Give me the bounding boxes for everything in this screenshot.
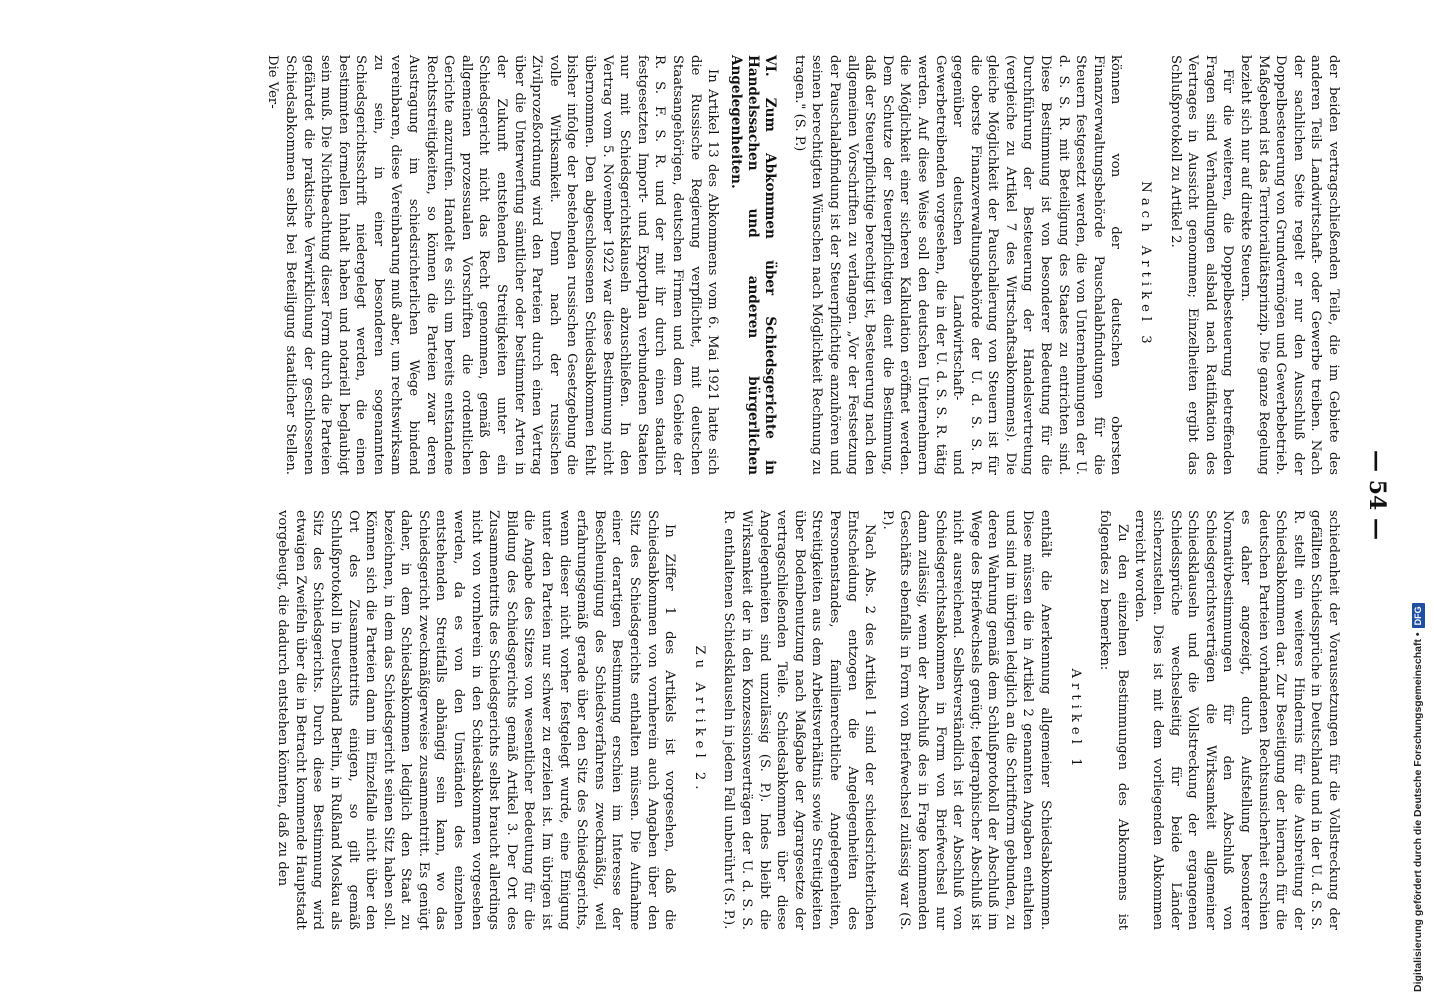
paragraph: können von der deutschen obersten Finanzverwaltungsbehörde Pauschalabfindungen für die Steuern festgesetzt werden, die von Unternehmungen der U. d. S. S. R. mit Beteiligung des Staates zu entrichten sind. Diese Bestimmung ist von besonderer Bedeutung für die Durchführung der Besteuerung der Handelsvertretung (vergleiche zu Artikel 7 des Wirtschaftsabkommens). Die gleiche Möglichkeit der Pauschalierung von Steuern ist für die oberste Finanzverwaltungsbehörde der U. d. S. S. R. gegenüber deutschen Landwirtschaft- und Gewerbetreibenden vorgesehen, die in der U. d. S. S. R. tätig werden. Auf diese Weise soll den deutschen Unternehmern die Möglichkeit einer sicheren Kalkulation eröffnet werden. Dem Schutze der Steuerpflichtigen dient die Bestimmung, daß der Steuerpflichtige berechtigt ist, Besteuerung nach den allgemeinen Vorschriften zu verlangen. „Vor der Festsetzung der Pauschalabfindung ist der Steuerpflichtige anzuhören und seinen berechtigten Wünschen nach Möglichkeit Rechnung zu tragen." (S. P.) <box>791 55 1124 475</box>
paragraph: der beiden vertragschließenden Teile, die im Gebiete des anderen Teils Landwirtschaft- oder Gewerbe treiben. Nach der sachlichen Seite regelt er nur den Ausschluß der Doppelbesteuerung von Grundvermögen und Gewerbebetrieb. Maßgebend ist das Territorialitätsprinzip. Die ganze Regelung bezieht sich nur auf direkte Steuern. <box>1238 55 1341 475</box>
paragraph: enthält die Anerkennung allgemeiner Schiedsabkommen. Diese müssen die in Artikel 2 genannten Angaben enthalten und sind im übrigen lediglich an die Schriftform gebunden, zu deren Wahrung gemäß dem Schlußprotokoll der Abschluß im Wege des Briefwechsels genügt; telegraphischer Abschluß ist nicht ausreichend. Selbstverständlich ist der Abschluß von Schiedsgerichtsabkommen in Form von Briefwechsel nur dann zulässig, wenn der Abschluß des in Frage kommenden Geschäfts ebenfalls in Form von Briefwechsel zulässig war (S. P.). <box>879 510 1054 930</box>
article-heading: Nach Artikel 3 <box>1138 181 1154 349</box>
dfg-logo: DFG <box>1412 603 1425 628</box>
right-column <box>274 510 1342 930</box>
document-page <box>50 55 1390 935</box>
paragraph: Für die weiteren, die Doppelbesteuerung betreffenden Fragen sind Verhandlungen alsbald nach Ratifikation des Vertrages in Aussicht genommen; Einzelheiten ergibt das Schlußprotokoll zu Artikel 2. <box>1167 55 1236 475</box>
section-title: VI. Zum Abkommen über Schiedsgerichte in Handelssachen und anderen bürgerlichen Angelegenheiten. <box>728 55 779 475</box>
page-number: — 54 — <box>1364 450 1390 540</box>
paragraph: In Ziffer 1 des Artikels ist vorgesehen, daß die Schiedsabkommen von vornherein auch Angaben über den Sitz des Schiedsgerichts enthalten müssen. Die Aufnahme einer derartigen Bestimmung erschien im Interesse der Beschleunigung des Schiedsverfahrens zweckmäßig, weil erfahrungsgemäß gerade über den Sitz des Schiedsgerichts, wenn dieser nicht vorher festgelegt wurde, eine Einigung unter den Parteien nur schwer zu erzielen ist. Im übrigen ist die Angabe des Sitzes von wesentlicher Bedeutung für die Bildung des Schiedsgerichts gemäß Artikel 3. Der Ort des Zusammentritts des Schiedsgerichts selbst braucht allerdings nicht von vornherein in den Schiedsabkommen vorgesehen werden, da es von den Umständen des einzelnen entstehenden Streitfalls abhängig sein kann, wo das Schiedsgericht zweckmäßigerweise zusammentritt. Es genügt daher, in dem Schiedsabkommen lediglich den Staat zu bezeichnen, in dem das Schiedsgericht seinen Sitz haben soll. Können sich die Parteien dann im Einzelfalle nicht über den Ort des Zusammentritts einigen, so gilt gemäß Schlußprotokoll in Deutschland Berlin, in Rußland Moskau als Sitz des Schiedsgerichts. Durch diese Bestimmung wird etwaigen Zweifeln über die in Betracht kommende Hauptstadt vorgebeugt, die dadurch entstehen könnten, daß zu den <box>275 510 678 930</box>
paragraph: Zu den einzelnen Bestimmungen des Abkommens ist folgendes zu bemerken: <box>1097 510 1130 930</box>
paragraph: Nach Abs. 2 des Artikel 1 sind der schiedsrichterlichen Entscheidung entzogen die Angelegenheiten des Personenstandes, familienrechtliche Angelegenheiten, Streitigkeiten aus dem Arbeitsverhältnis sowie Streitigkeiten über Bodenbenutzung nach Maßgabe der Agrargesetze der vertragschließenden Teile. Schiedsabkommen über diese Angelegenheiten sind unzulässig (S. P.). Indes bleibt die Wirksamkeit der in den Konzessionsverträgen der U. d. S. S. R. enthaltenen Schiedsklauseln in jedem Fall unberührt (S. P.). <box>721 510 878 930</box>
digitization-credit <box>1408 8 1428 992</box>
article-heading: Artikel 1 <box>1067 668 1083 772</box>
credit-text: Digitalisierung gefördert durch die Deutsche Forschungsgemeinschaft • <box>1412 632 1424 992</box>
left-column <box>264 55 1342 475</box>
paragraph: schiedenheit der Voraussetzungen für die Vollstreckung der gefällten Schiedssprüche in Deutschland und in der U. d. S. S. R. stellt ein weiteres Hindernis für die Ausbreitung der Schiedsabkommen dar. Zur Beseitigung der hiernach für die deutschen Parteien vorhandenen Rechtsunsicherheit erschien es daher angezeigt, durch Aufstellung besonderer Normativbestimmungen für den Abschluß von Schiedsgerichtsverträgen die Wirksamkeit allgemeiner Schiedsklauseln und die Vollstreckung der ergangenen Schiedssprüche wechselseitig für beide Länder sicherzustellen. Dies ist mit dem vorliegenden Abkommen erreicht worden. <box>1132 510 1341 930</box>
article-heading: Zu Artikel 2. <box>691 645 707 795</box>
paragraph: In Artikel 13 des Abkommens vom 6. Mai 1921 hatte sich die Russische Regierung verpflichtet, mit deutschen Staatsangehörigen, deutschen Firmen und dem Gebiete der R. S. F. S. R. und der mit ihr durch einen staatlich festgesetzten Import- und Exportplan verbundenen Staaten nur mit Schiedsgerichtsklauseln abzuschließen. In den Vertrag vom 5. November 1922 war diese Bestimmung nicht übernommen. Den abgeschlossenen Schiedsabkommen fehlt bisher infolge der bestehenden russischen Gesetzgebung die volle Wirksamkeit. Denn nach der russischen Zivilprozeßordnung wird den Parteien durch einen Vertrag über die Unterwerfung sämtlicher oder bestimmter Arten in der Zukunft entstehenden Streitigkeiten unter ein Schiedsgericht nicht das Recht genommen, gemäß den allgemeinen prozessualen Vorschriften die ordentlichen Gerichte anzurufen. Handelt es sich um bereits entstandene Rechtsstreitigkeiten, so können die Parteien zwar deren Austragung im schiedsrichterlichen Wege bindend vereinbaren, diese Vereinbarung muß aber, um rechtswirksam zu sein, in einer besonderen sogenannten Schiedsgerichtsschrift niedergelegt werden, die einen bestimmten formellen Inhalt haben und notariell beglaubigt sein muß. Die Nichtbeachtung dieser Form durch die Parteien gefährdet die praktische Verwirklichung der geschlossenen Schiedsabkommen selbst bei Beteiligung staatlicher Stellen. Die Ver- <box>265 55 721 475</box>
